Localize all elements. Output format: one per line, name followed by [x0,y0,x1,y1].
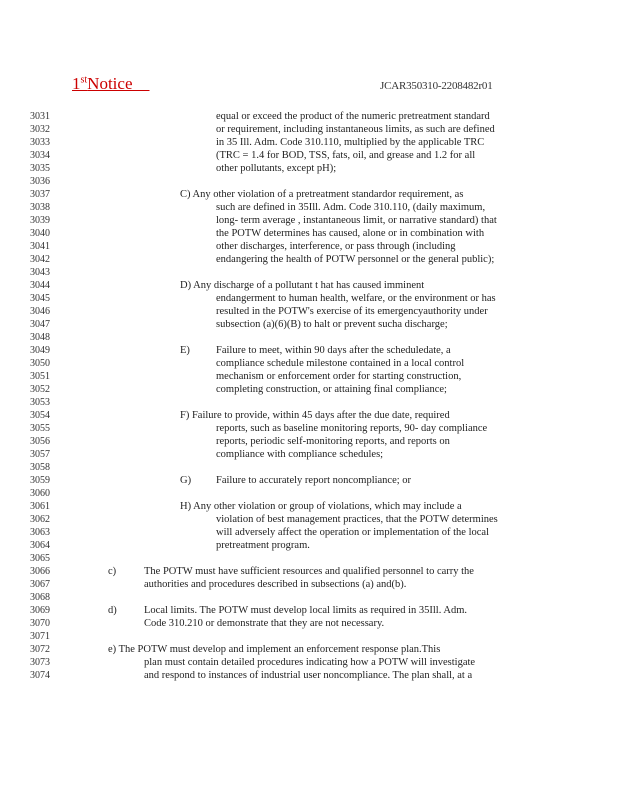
text-line: reports, periodic self-monitoring reports, and reports on [216,436,450,447]
line-number: 3053 [30,397,50,408]
line-number: 3039 [30,215,50,226]
line-number: 3043 [30,267,50,278]
line-number: 3035 [30,163,50,174]
text-line: Local limits. The POTW must develop local limits as required in 35Ill. Adm. [144,605,468,616]
document-id: JCAR350310-2208482r01 [380,80,493,92]
line-number: 3048 [30,332,50,343]
text-line: and respond to instances of industrial user noncompliance. The plan shall, at a [144,670,473,681]
text-line: completing construction, or attaining final compliance; [216,384,447,395]
text-line: The POTW must have sufficient resources and qualified personnel to carry the [144,566,474,577]
text-line: long- term average , instantaneous limit, or narrative standard) that [216,215,497,226]
text-line: other pollutants, except pH); [216,163,337,174]
line-number: 3033 [30,137,50,148]
line-number: 3062 [30,514,50,525]
line-number: 3057 [30,449,50,460]
line-number: 3055 [30,423,50,434]
text-line: resulted in the POTW's exercise of its emergencyauthority under [216,306,488,317]
line-number: 3032 [30,124,50,135]
text-line: compliance with compliance schedules; [216,449,384,460]
text-line: plan must contain detailed procedures indicating how a POTW will investigate [144,657,476,668]
line-number: 3064 [30,540,50,551]
text-line: Code 310.210 or demonstrate that they are not necessary. [144,618,385,629]
line-number: 3059 [30,475,50,486]
line-number: 3070 [30,618,50,629]
text-line: H) Any other violation or group of violations, which may include a [180,501,462,512]
line-number: 3045 [30,293,50,304]
text-line: (TRC = 1.4 for BOD, TSS, fats, oil, and grease and 1.2 for all [216,150,476,161]
list-label: E) [180,345,190,356]
line-number: 3066 [30,566,50,577]
list-label: d) [108,605,117,616]
line-number: 3068 [30,592,50,603]
line-number: 3067 [30,579,50,590]
line-number: 3071 [30,631,50,642]
line-number: 3063 [30,527,50,538]
list-label: G) [180,475,192,486]
text-line: authorities and procedures described in subsections (a) and(b). [144,579,407,590]
text-line: violation of best management practices, that the POTW determines [216,514,498,525]
text-line: subsection (a)(6)(B) to halt or prevent sucha discharge; [216,319,448,330]
text-line: other discharges, interference, or pass through (including [216,241,456,252]
list-label: c) [108,566,117,577]
line-number: 3040 [30,228,50,239]
text-line: will adversely affect the operation or implementation of the local [216,527,489,538]
line-number: 3037 [30,189,50,200]
text-line: equal or exceed the product of the numeric pretreatment standard [216,111,490,122]
line-number: 3052 [30,384,50,395]
line-number: 3042 [30,254,50,265]
line-number: 3069 [30,605,50,616]
text-line: C) Any other violation of a pretreatment standardor requirement, as [180,189,464,200]
text-line: or requirement, including instantaneous limits, as such are defined [216,124,495,135]
text-line: in 35 Ill. Adm. Code 310.110, multiplied by the applicable TRC [216,137,485,148]
line-number: 3061 [30,501,50,512]
text-line: such are defined in 35Ill. Adm. Code 310.110, (daily maximum, [216,202,486,213]
line-number: 3054 [30,410,50,421]
text-line: Failure to accurately report noncompliance; or [216,475,412,486]
line-number: 3047 [30,319,50,330]
text-line: the POTW determines has caused, alone or in combination with [216,228,485,239]
text-line: pretreatment program. [216,540,310,551]
text-line: F) Failure to provide, within 45 days after the due date, required [180,410,450,421]
line-number: 3044 [30,280,50,291]
line-number: 3073 [30,657,50,668]
notice-label: 1stNotice [72,74,133,93]
text-line: mechanism or enforcement order for starting construction, [216,371,462,382]
text-line: D) Any discharge of a pollutant t hat has caused imminent [180,280,425,291]
line-number: 3049 [30,345,50,356]
line-number: 3051 [30,371,50,382]
text-line: endangerment to human health, welfare, or the environment or has [216,293,496,304]
line-number: 3060 [30,488,50,499]
line-number: 3046 [30,306,50,317]
line-number: 3036 [30,176,50,187]
line-number: 3038 [30,202,50,213]
line-number: 3034 [30,150,50,161]
line-number: 3065 [30,553,50,564]
text-line: e) The POTW must develop and implement an enforcement response plan.This [108,644,441,655]
line-number: 3072 [30,644,50,655]
text-line: Failure to meet, within 90 days after the scheduledate, a [216,345,451,356]
line-number: 3058 [30,462,50,473]
line-number: 3050 [30,358,50,369]
text-line: compliance schedule milestone contained in a local control [216,358,465,369]
text-line: endangering the health of POTW personnel or the general public); [216,254,495,265]
line-number: 3031 [30,111,50,122]
text-line: reports, such as baseline monitoring reports, 90- day compliance [216,423,488,434]
line-number: 3074 [30,670,50,681]
line-number: 3056 [30,436,50,447]
line-number: 3041 [30,241,50,252]
